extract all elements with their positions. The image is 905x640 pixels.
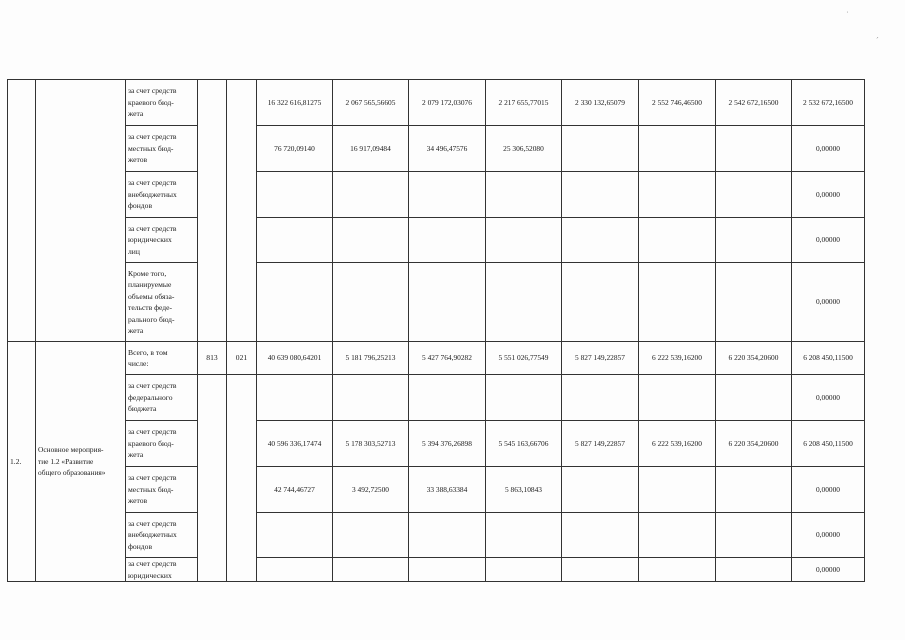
year-cell bbox=[639, 126, 716, 172]
year-cell: 5 827 149,22857 bbox=[562, 342, 639, 375]
year-cell: 0,00000 bbox=[792, 375, 865, 421]
year-cell: 2 079 172,03076 bbox=[409, 80, 486, 126]
year-cell bbox=[639, 513, 716, 558]
source-cell: за счет средств юридических лиц bbox=[126, 218, 198, 263]
source-cell: за счет средств внебюджетных фондов bbox=[126, 513, 198, 558]
year-cell: 0,00000 bbox=[792, 467, 865, 513]
year-cell: 5 545 163,66706 bbox=[486, 421, 562, 467]
year-cell bbox=[639, 172, 716, 218]
source-cell: Кроме того, планируемые объемы обяза- тельств феде- рального бюд- жета bbox=[126, 263, 198, 342]
table-row bbox=[8, 263, 865, 342]
table-row bbox=[8, 467, 865, 513]
total-cell bbox=[257, 172, 333, 218]
year-cell bbox=[716, 218, 792, 263]
grbs-cell: 813 bbox=[198, 342, 227, 375]
year-cell: 5 551 026,77549 bbox=[486, 342, 562, 375]
year-cell: 5 178 303,52713 bbox=[333, 421, 409, 467]
year-cell: 2 330 132,65079 bbox=[562, 80, 639, 126]
year-cell: 5 427 764,90282 bbox=[409, 342, 486, 375]
year-cell bbox=[409, 375, 486, 421]
year-cell: 0,00000 bbox=[792, 558, 865, 582]
year-cell: 0,00000 bbox=[792, 172, 865, 218]
year-cell: 5 181 796,25213 bbox=[333, 342, 409, 375]
year-cell bbox=[486, 218, 562, 263]
year-cell: 6 222 539,16200 bbox=[639, 342, 716, 375]
year-cell bbox=[409, 218, 486, 263]
year-cell: 6 220 354,20600 bbox=[716, 421, 792, 467]
year-cell bbox=[333, 375, 409, 421]
total-cell: 40 639 080,64201 bbox=[257, 342, 333, 375]
year-cell bbox=[562, 218, 639, 263]
total-cell: 40 596 336,17474 bbox=[257, 421, 333, 467]
year-cell: 6 208 450,11500 bbox=[792, 342, 865, 375]
year-cell bbox=[333, 218, 409, 263]
year-cell bbox=[716, 375, 792, 421]
year-cell bbox=[716, 558, 792, 582]
year-cell bbox=[639, 263, 716, 342]
year-cell bbox=[409, 558, 486, 582]
grbs-cell bbox=[198, 375, 227, 582]
year-cell bbox=[486, 172, 562, 218]
year-cell bbox=[639, 467, 716, 513]
year-cell: 3 492,72500 bbox=[333, 467, 409, 513]
year-cell: 0,00000 bbox=[792, 218, 865, 263]
year-cell: 2 217 655,77015 bbox=[486, 80, 562, 126]
year-cell bbox=[409, 172, 486, 218]
year-cell: 25 306,52080 bbox=[486, 126, 562, 172]
total-cell: 76 720,09140 bbox=[257, 126, 333, 172]
total-cell bbox=[257, 263, 333, 342]
year-cell: 0,00000 bbox=[792, 263, 865, 342]
total-cell bbox=[257, 558, 333, 582]
table-row bbox=[8, 342, 865, 375]
year-cell: 2 067 565,56605 bbox=[333, 80, 409, 126]
year-cell bbox=[562, 558, 639, 582]
total-cell bbox=[257, 375, 333, 421]
year-cell bbox=[639, 218, 716, 263]
year-cell: 5 863,10843 bbox=[486, 467, 562, 513]
table-row bbox=[8, 558, 865, 582]
table-row bbox=[8, 513, 865, 558]
source-cell: за счет средств краевого бюд- жета bbox=[126, 421, 198, 467]
table-row bbox=[8, 172, 865, 218]
table-row bbox=[8, 375, 865, 421]
year-cell: 0,00000 bbox=[792, 126, 865, 172]
year-cell: 0,00000 bbox=[792, 513, 865, 558]
year-cell bbox=[562, 172, 639, 218]
year-cell bbox=[486, 263, 562, 342]
source-cell: за счет средств федерального бюджета bbox=[126, 375, 198, 421]
total-cell bbox=[257, 218, 333, 263]
year-cell bbox=[562, 263, 639, 342]
name-cell bbox=[36, 80, 126, 342]
year-cell: 33 388,63384 bbox=[409, 467, 486, 513]
code-cell bbox=[8, 80, 36, 342]
table-row bbox=[8, 218, 865, 263]
section-name: Основное мероприя- тие 1.2 «Развитие общего образования» bbox=[36, 342, 126, 582]
year-cell bbox=[716, 263, 792, 342]
year-cell bbox=[409, 513, 486, 558]
year-cell bbox=[716, 513, 792, 558]
corner-mark: ´ bbox=[876, 36, 879, 45]
year-cell bbox=[409, 263, 486, 342]
year-cell: 5 827 149,22857 bbox=[562, 421, 639, 467]
year-cell bbox=[333, 172, 409, 218]
year-cell bbox=[716, 172, 792, 218]
budget-table bbox=[7, 79, 865, 582]
source-cell: за счет средств юридических bbox=[126, 558, 198, 582]
source-cell: за счет средств местных бюд- жетов bbox=[126, 467, 198, 513]
section-code: 1.2. bbox=[8, 342, 36, 582]
year-cell bbox=[562, 375, 639, 421]
source-cell: Всего, в том числе: bbox=[126, 342, 198, 375]
year-cell bbox=[333, 558, 409, 582]
year-cell: 2 542 672,16500 bbox=[716, 80, 792, 126]
year-cell bbox=[486, 375, 562, 421]
rz-cell bbox=[227, 375, 257, 582]
year-cell: 6 208 450,11500 bbox=[792, 421, 865, 467]
rz-cell bbox=[227, 80, 257, 342]
year-cell bbox=[716, 467, 792, 513]
year-cell bbox=[333, 263, 409, 342]
year-cell bbox=[562, 513, 639, 558]
table-row bbox=[8, 80, 865, 126]
year-cell: 34 496,47576 bbox=[409, 126, 486, 172]
grbs-cell bbox=[198, 80, 227, 342]
year-cell bbox=[639, 558, 716, 582]
year-cell bbox=[486, 558, 562, 582]
year-cell bbox=[716, 126, 792, 172]
total-cell: 16 322 616,81275 bbox=[257, 80, 333, 126]
table-row bbox=[8, 421, 865, 467]
rz-cell: 021 bbox=[227, 342, 257, 375]
year-cell bbox=[639, 375, 716, 421]
corner-mark: ˙ bbox=[846, 10, 849, 19]
year-cell: 6 220 354,20600 bbox=[716, 342, 792, 375]
source-cell: за счет средств внебюджетных фондов bbox=[126, 172, 198, 218]
total-cell bbox=[257, 513, 333, 558]
year-cell bbox=[333, 513, 409, 558]
year-cell bbox=[562, 126, 639, 172]
year-cell: 2 532 672,16500 bbox=[792, 80, 865, 126]
year-cell: 16 917,09484 bbox=[333, 126, 409, 172]
source-cell: за счет средств местных бюд- жетов bbox=[126, 126, 198, 172]
year-cell: 5 394 376,26898 bbox=[409, 421, 486, 467]
year-cell bbox=[486, 513, 562, 558]
year-cell bbox=[562, 467, 639, 513]
year-cell: 6 222 539,16200 bbox=[639, 421, 716, 467]
source-cell: за счет средств краевого бюд- жета bbox=[126, 80, 198, 126]
table-row bbox=[8, 126, 865, 172]
year-cell: 2 552 746,46500 bbox=[639, 80, 716, 126]
total-cell: 42 744,46727 bbox=[257, 467, 333, 513]
